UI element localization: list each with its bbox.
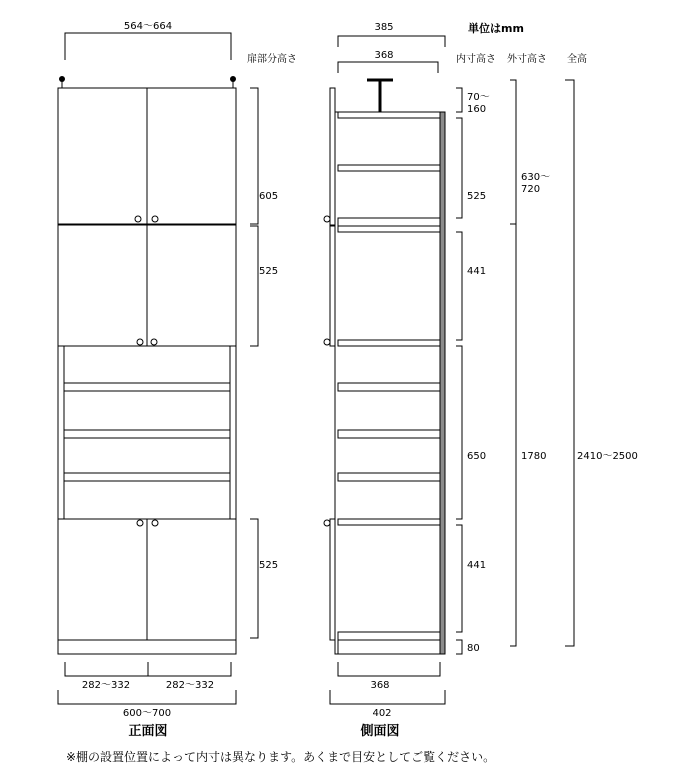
door-upper-mid-right [147,225,236,346]
inner-height-label: 80 [467,643,480,654]
label-line: 160 [467,104,487,115]
shelf-board [64,430,230,438]
outer-height-label: 1780 [521,451,547,462]
door-lower-right [147,519,236,640]
door-lower-left [58,519,147,640]
door-knob-icon [137,520,143,526]
unit-label: 単位はmm [468,22,524,35]
side-inner-depth-bottom-label: 368 [370,680,390,691]
door-height-label: 605 [259,191,279,202]
inner-height-label [467,92,490,115]
door-knob-icon [152,216,158,222]
side-bottom-depth-dimensions [330,662,445,719]
side-view-title: 側面図 [360,724,400,739]
side-back-panel [440,112,445,654]
total-height-label: 2410～2500 [577,451,638,462]
ceiling-stopper [367,80,393,112]
total-height-header: 全高 [567,54,587,65]
door-knob-icon [324,339,330,345]
front-bottom-width-dimensions [58,662,236,719]
inner-height-label: 441 [467,266,487,277]
inner-height-header: 内寸高さ [456,54,496,65]
door-height-label: 525 [259,266,279,277]
side-view [324,22,638,739]
door-knob-icon [324,216,330,222]
total-height-dimension [565,80,638,646]
stopper-knob-left-icon [59,76,65,82]
shelf-board [64,383,230,391]
door-upper-top-right [147,88,236,224]
inner-height-label: 441 [467,560,487,571]
side-top-depth-label: 385 [374,22,394,33]
inner-height-dimensions [456,88,490,654]
front-top-width-label: 564～664 [123,21,173,32]
side-door-front [330,226,335,346]
inner-height-label: 650 [467,451,487,462]
outer-height-dimensions [510,80,550,646]
side-overall-depth-label: 402 [372,708,392,719]
label-line: 720 [521,184,541,195]
outer-height-label [521,172,550,195]
side-inner-depth-top-label: 368 [374,50,394,61]
front-top-width-dimension [65,21,231,60]
half-width-label: 282～332 [165,680,215,691]
door-upper-mid-left [58,225,147,346]
side-door-front [330,519,335,640]
door-knob-icon [152,520,158,526]
door-knob-icon [151,339,157,345]
door-upper-top-left [58,88,147,224]
door-knob-icon [137,339,143,345]
shelf-board [64,473,230,481]
open-shelf-section [58,346,236,519]
label-line: 70～ [467,92,490,103]
ceiling-stopper-knobs [59,76,236,88]
label-line: 630～ [521,172,551,183]
door-knob-icon [324,520,330,526]
door-height-header: 扉部分高さ [247,54,297,65]
outer-height-header: 外寸高さ [507,54,547,65]
side-door-front [330,88,335,225]
front-view-title: 正面図 [128,724,168,739]
front-plinth [58,640,236,654]
inner-height-label: 525 [467,191,487,202]
door-height-label: 525 [259,560,279,571]
half-width-label: 282～332 [81,680,131,691]
door-knob-icon [135,216,141,222]
footnote: ※棚の設置位置によって内寸は異なります。あくまで目安としてご覧ください。 [66,750,496,764]
side-top-dimensions [338,22,445,73]
front-view [58,21,278,739]
door-height-dimensions [250,88,278,638]
stopper-knob-right-icon [230,76,236,82]
overall-width-label: 600～700 [122,708,172,719]
